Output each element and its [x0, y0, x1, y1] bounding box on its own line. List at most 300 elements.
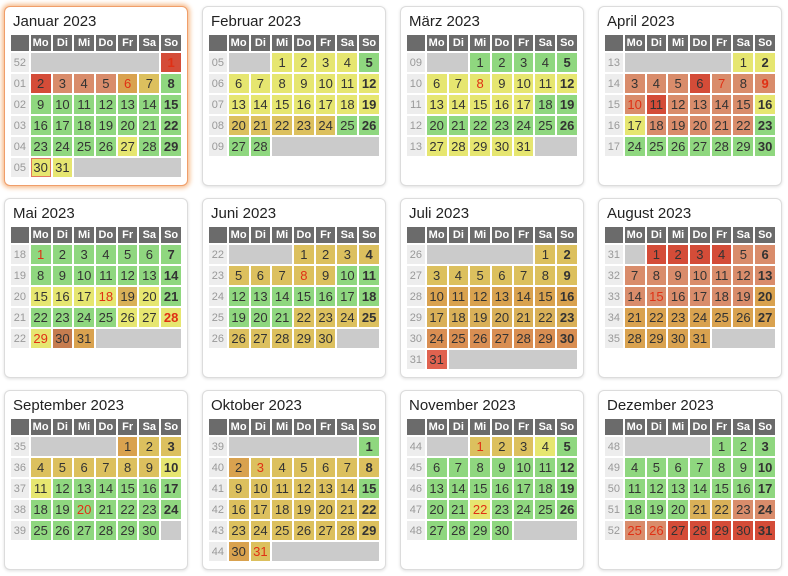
day-cell[interactable]: 13	[229, 95, 249, 114]
day-cell[interactable]: 9	[229, 479, 249, 498]
day-cell[interactable]: 11	[359, 266, 379, 285]
day-cell[interactable]: 20	[251, 308, 271, 327]
day-cell[interactable]: 28	[96, 521, 116, 540]
day-cell[interactable]: 12	[557, 458, 577, 477]
day-cell[interactable]: 11	[535, 458, 555, 477]
day-cell[interactable]: 9	[668, 266, 688, 285]
day-cell[interactable]: 13	[118, 95, 138, 114]
day-cell[interactable]: 25	[647, 137, 667, 156]
day-cell[interactable]: 10	[755, 458, 775, 477]
day-cell[interactable]: 9	[492, 74, 512, 93]
day-cell[interactable]: 24	[251, 521, 271, 540]
day-cell[interactable]: 11	[535, 74, 555, 93]
day-cell[interactable]: 2	[492, 53, 512, 72]
day-cell[interactable]: 1	[294, 245, 314, 264]
day-cell[interactable]: 27	[755, 308, 775, 327]
day-cell[interactable]: 24	[427, 329, 447, 348]
day-cell[interactable]: 18	[74, 116, 94, 135]
day-cell[interactable]: 27	[316, 521, 336, 540]
day-cell[interactable]: 16	[316, 287, 336, 306]
day-cell[interactable]: 19	[294, 500, 314, 519]
day-cell[interactable]: 30	[139, 521, 159, 540]
day-cell[interactable]: 14	[337, 479, 357, 498]
day-cell[interactable]: 17	[53, 116, 73, 135]
day-cell[interactable]: 28	[449, 137, 469, 156]
day-cell[interactable]: 14	[449, 479, 469, 498]
day-cell[interactable]: 29	[535, 329, 555, 348]
day-cell[interactable]: 20	[755, 287, 775, 306]
day-cell[interactable]: 1	[470, 53, 490, 72]
day-cell[interactable]: 20	[118, 116, 138, 135]
day-cell[interactable]: 10	[316, 74, 336, 93]
day-cell[interactable]: 10	[514, 458, 534, 477]
day-cell[interactable]: 28	[514, 329, 534, 348]
day-cell[interactable]: 20	[316, 500, 336, 519]
day-cell[interactable]: 17	[251, 500, 271, 519]
day-cell[interactable]: 13	[74, 479, 94, 498]
day-cell[interactable]: 4	[449, 266, 469, 285]
day-cell[interactable]: 7	[161, 245, 181, 264]
day-cell[interactable]: 18	[712, 287, 732, 306]
day-cell[interactable]: 17	[625, 116, 645, 135]
day-cell[interactable]: 26	[470, 329, 490, 348]
day-cell[interactable]: 23	[492, 116, 512, 135]
day-cell[interactable]: 28	[625, 329, 645, 348]
day-cell[interactable]: 12	[118, 266, 138, 285]
day-cell[interactable]: 3	[514, 53, 534, 72]
day-cell[interactable]: 12	[733, 266, 753, 285]
day-cell[interactable]: 22	[31, 308, 51, 327]
day-cell[interactable]: 24	[53, 137, 73, 156]
day-cell[interactable]: 4	[272, 458, 292, 477]
day-cell[interactable]: 17	[514, 479, 534, 498]
day-cell[interactable]: 11	[712, 266, 732, 285]
day-cell[interactable]: 28	[139, 137, 159, 156]
day-cell[interactable]: 7	[139, 74, 159, 93]
day-cell[interactable]: 5	[668, 74, 688, 93]
day-cell[interactable]: 16	[557, 287, 577, 306]
day-cell[interactable]: 5	[733, 245, 753, 264]
day-cell[interactable]: 16	[755, 95, 775, 114]
day-cell[interactable]: 19	[96, 116, 116, 135]
day-cell[interactable]: 22	[294, 308, 314, 327]
day-cell[interactable]: 12	[359, 74, 379, 93]
day-cell[interactable]: 29	[470, 137, 490, 156]
day-cell[interactable]: 31	[514, 137, 534, 156]
day-cell[interactable]: 10	[161, 458, 181, 477]
day-cell[interactable]: 26	[96, 137, 116, 156]
day-cell[interactable]: 10	[53, 95, 73, 114]
day-cell[interactable]: 7	[690, 458, 710, 477]
day-cell[interactable]: 10	[514, 74, 534, 93]
day-cell[interactable]: 12	[229, 287, 249, 306]
day-cell[interactable]: 12	[668, 95, 688, 114]
day-cell[interactable]: 20	[229, 116, 249, 135]
day-cell[interactable]: 6	[74, 458, 94, 477]
day-cell[interactable]: 14	[139, 95, 159, 114]
day-cell[interactable]: 3	[251, 458, 271, 477]
day-cell[interactable]: 9	[557, 266, 577, 285]
day-cell[interactable]: 2	[229, 458, 249, 477]
day-cell[interactable]: 13	[316, 479, 336, 498]
day-cell[interactable]: 2	[492, 437, 512, 456]
day-cell[interactable]: 11	[272, 479, 292, 498]
day-cell[interactable]: 22	[535, 308, 555, 327]
day-cell[interactable]: 24	[316, 116, 336, 135]
day-cell[interactable]: 16	[668, 287, 688, 306]
day-cell[interactable]: 20	[139, 287, 159, 306]
day-cell[interactable]: 29	[31, 329, 51, 348]
day-cell[interactable]: 13	[427, 95, 447, 114]
day-cell[interactable]: 30	[557, 329, 577, 348]
day-cell[interactable]: 19	[359, 95, 379, 114]
day-cell[interactable]: 24	[625, 137, 645, 156]
day-cell[interactable]: 29	[161, 137, 181, 156]
day-cell[interactable]: 2	[139, 437, 159, 456]
day-cell[interactable]: 10	[625, 95, 645, 114]
day-cell[interactable]: 28	[251, 137, 271, 156]
day-cell[interactable]: 31	[427, 350, 447, 369]
day-cell[interactable]: 19	[647, 500, 667, 519]
day-cell[interactable]: 6	[229, 74, 249, 93]
day-cell[interactable]: 31	[74, 329, 94, 348]
day-cell[interactable]: 1	[31, 245, 51, 264]
day-cell[interactable]: 15	[470, 479, 490, 498]
day-cell[interactable]: 30	[492, 521, 512, 540]
day-cell[interactable]: 24	[755, 500, 775, 519]
day-cell[interactable]: 25	[712, 308, 732, 327]
day-cell[interactable]: 25	[96, 308, 116, 327]
day-cell[interactable]: 11	[337, 74, 357, 93]
day-cell[interactable]: 25	[449, 329, 469, 348]
day-cell[interactable]: 1	[161, 53, 181, 72]
day-cell[interactable]: 3	[316, 53, 336, 72]
day-cell[interactable]: 22	[733, 116, 753, 135]
day-cell[interactable]: 2	[733, 437, 753, 456]
day-cell[interactable]: 8	[647, 266, 667, 285]
day-cell[interactable]: 27	[229, 137, 249, 156]
day-cell[interactable]: 19	[557, 95, 577, 114]
day-cell[interactable]: 24	[690, 308, 710, 327]
day-cell[interactable]: 23	[492, 500, 512, 519]
day-cell[interactable]: 21	[712, 116, 732, 135]
day-cell[interactable]: 11	[74, 95, 94, 114]
day-cell[interactable]: 18	[31, 500, 51, 519]
day-cell[interactable]: 5	[53, 458, 73, 477]
day-cell[interactable]: 24	[514, 500, 534, 519]
day-cell[interactable]: 11	[31, 479, 51, 498]
day-cell[interactable]: 4	[647, 74, 667, 93]
day-cell[interactable]: 22	[470, 116, 490, 135]
day-cell[interactable]: 12	[294, 479, 314, 498]
day-cell[interactable]: 15	[272, 95, 292, 114]
day-cell[interactable]: 8	[535, 266, 555, 285]
day-cell[interactable]: 26	[668, 137, 688, 156]
day-cell[interactable]: 25	[272, 521, 292, 540]
day-cell[interactable]: 27	[427, 137, 447, 156]
day-cell[interactable]: 19	[557, 479, 577, 498]
day-cell[interactable]: 31	[690, 329, 710, 348]
day-cell[interactable]: 3	[427, 266, 447, 285]
day-cell[interactable]: 27	[427, 521, 447, 540]
day-cell[interactable]: 21	[449, 500, 469, 519]
day-cell[interactable]: 6	[668, 458, 688, 477]
day-cell[interactable]: 15	[359, 479, 379, 498]
day-cell[interactable]: 7	[712, 74, 732, 93]
day-cell[interactable]: 30	[316, 329, 336, 348]
day-cell[interactable]: 16	[492, 95, 512, 114]
day-cell[interactable]: 25	[359, 308, 379, 327]
day-cell[interactable]: 5	[229, 266, 249, 285]
day-cell[interactable]: 20	[690, 116, 710, 135]
day-cell[interactable]: 15	[733, 95, 753, 114]
day-cell[interactable]: 27	[690, 137, 710, 156]
day-cell[interactable]: 3	[690, 245, 710, 264]
day-cell[interactable]: 28	[690, 521, 710, 540]
day-cell[interactable]: 7	[272, 266, 292, 285]
day-cell[interactable]: 28	[272, 329, 292, 348]
day-cell[interactable]: 6	[690, 74, 710, 93]
day-cell[interactable]: 7	[449, 74, 469, 93]
day-cell[interactable]: 23	[755, 116, 775, 135]
day-cell[interactable]: 6	[316, 458, 336, 477]
day-cell[interactable]: 28	[337, 521, 357, 540]
day-cell[interactable]: 1	[272, 53, 292, 72]
day-cell[interactable]: 28	[161, 308, 181, 327]
day-cell[interactable]: 5	[647, 458, 667, 477]
day-cell[interactable]: 21	[96, 500, 116, 519]
day-cell[interactable]: 22	[712, 500, 732, 519]
day-cell[interactable]: 14	[690, 479, 710, 498]
day-cell[interactable]: 6	[139, 245, 159, 264]
day-cell[interactable]: 3	[53, 74, 73, 93]
day-cell[interactable]: 5	[359, 53, 379, 72]
day-cell[interactable]: 21	[625, 308, 645, 327]
day-cell[interactable]: 10	[74, 266, 94, 285]
day-cell[interactable]: 16	[294, 95, 314, 114]
day-cell[interactable]: 3	[74, 245, 94, 264]
day-cell[interactable]: 3	[337, 245, 357, 264]
day-cell[interactable]: 27	[139, 308, 159, 327]
day-cell[interactable]: 8	[31, 266, 51, 285]
day-cell[interactable]: 5	[294, 458, 314, 477]
day-cell[interactable]: 15	[470, 95, 490, 114]
day-cell[interactable]: 4	[625, 458, 645, 477]
day-cell[interactable]: 7	[337, 458, 357, 477]
day-cell[interactable]: 31	[53, 158, 73, 177]
day-cell[interactable]: 31	[755, 521, 775, 540]
day-cell[interactable]: 20	[427, 500, 447, 519]
day-cell[interactable]: 9	[733, 458, 753, 477]
day-cell[interactable]: 7	[251, 74, 271, 93]
day-cell[interactable]: 18	[647, 116, 667, 135]
day-cell[interactable]: 18	[359, 287, 379, 306]
day-cell[interactable]: 6	[427, 458, 447, 477]
day-cell[interactable]: 1	[535, 245, 555, 264]
day-cell[interactable]: 31	[251, 542, 271, 561]
day-cell[interactable]: 23	[31, 137, 51, 156]
day-cell[interactable]: 4	[535, 53, 555, 72]
day-cell[interactable]: 16	[31, 116, 51, 135]
day-cell[interactable]: 1	[359, 437, 379, 456]
day-cell[interactable]: 21	[337, 500, 357, 519]
day-cell[interactable]: 12	[647, 479, 667, 498]
day-cell[interactable]: 9	[53, 266, 73, 285]
day-cell[interactable]: 27	[492, 329, 512, 348]
day-cell[interactable]: 21	[690, 500, 710, 519]
day-cell[interactable]: 12	[557, 74, 577, 93]
day-cell[interactable]: 6	[118, 74, 138, 93]
day-cell[interactable]: 16	[492, 479, 512, 498]
day-cell[interactable]: 30	[733, 521, 753, 540]
day-cell[interactable]: 24	[74, 308, 94, 327]
day-cell[interactable]: 21	[161, 287, 181, 306]
day-cell[interactable]: 26	[359, 116, 379, 135]
day-cell[interactable]: 28	[449, 521, 469, 540]
day-cell[interactable]: 11	[625, 479, 645, 498]
day-cell[interactable]: 13	[251, 287, 271, 306]
day-cell[interactable]: 9	[755, 74, 775, 93]
day-cell[interactable]: 26	[229, 329, 249, 348]
day-cell[interactable]: 3	[625, 74, 645, 93]
day-cell[interactable]: 29	[470, 521, 490, 540]
day-cell[interactable]: 18	[96, 287, 116, 306]
day-cell[interactable]: 19	[53, 500, 73, 519]
day-cell[interactable]: 23	[316, 308, 336, 327]
day-cell[interactable]: 5	[557, 53, 577, 72]
day-cell[interactable]: 26	[294, 521, 314, 540]
day-cell[interactable]: 25	[625, 521, 645, 540]
day-cell[interactable]: 29	[647, 329, 667, 348]
day-cell[interactable]: 27	[251, 329, 271, 348]
day-cell[interactable]: 26	[557, 116, 577, 135]
day-cell[interactable]: 9	[294, 74, 314, 93]
day-cell[interactable]: 5	[118, 245, 138, 264]
day-cell[interactable]: 12	[53, 479, 73, 498]
day-cell[interactable]: 5	[470, 266, 490, 285]
day-cell[interactable]: 7	[514, 266, 534, 285]
day-cell[interactable]: 1	[733, 53, 753, 72]
day-cell[interactable]: 20	[74, 500, 94, 519]
day-cell[interactable]: 21	[139, 116, 159, 135]
day-cell[interactable]: 9	[492, 458, 512, 477]
day-cell[interactable]: 17	[427, 308, 447, 327]
day-cell[interactable]: 23	[294, 116, 314, 135]
day-cell[interactable]: 8	[470, 458, 490, 477]
day-cell[interactable]: 5	[96, 74, 116, 93]
day-cell[interactable]: 15	[31, 287, 51, 306]
day-cell[interactable]: 13	[690, 95, 710, 114]
day-cell[interactable]: 4	[712, 245, 732, 264]
day-cell[interactable]: 25	[31, 521, 51, 540]
day-cell[interactable]: 26	[53, 521, 73, 540]
day-cell[interactable]: 30	[31, 158, 51, 177]
day-cell[interactable]: 6	[755, 245, 775, 264]
day-cell[interactable]: 11	[647, 95, 667, 114]
day-cell[interactable]: 20	[492, 308, 512, 327]
day-cell[interactable]: 15	[118, 479, 138, 498]
day-cell[interactable]: 13	[427, 479, 447, 498]
day-cell[interactable]: 26	[557, 500, 577, 519]
day-cell[interactable]: 23	[668, 308, 688, 327]
day-cell[interactable]: 17	[161, 479, 181, 498]
day-cell[interactable]: 23	[53, 308, 73, 327]
day-cell[interactable]: 12	[96, 95, 116, 114]
day-cell[interactable]: 2	[31, 74, 51, 93]
day-cell[interactable]: 30	[492, 137, 512, 156]
day-cell[interactable]: 13	[139, 266, 159, 285]
day-cell[interactable]: 18	[535, 95, 555, 114]
day-cell[interactable]: 14	[514, 287, 534, 306]
day-cell[interactable]: 29	[359, 521, 379, 540]
day-cell[interactable]: 14	[712, 95, 732, 114]
day-cell[interactable]: 14	[449, 95, 469, 114]
day-cell[interactable]: 4	[31, 458, 51, 477]
day-cell[interactable]: 19	[229, 308, 249, 327]
day-cell[interactable]: 17	[316, 95, 336, 114]
day-cell[interactable]: 4	[535, 437, 555, 456]
day-cell[interactable]: 1	[712, 437, 732, 456]
day-cell[interactable]: 11	[449, 287, 469, 306]
day-cell[interactable]: 16	[139, 479, 159, 498]
day-cell[interactable]: 9	[31, 95, 51, 114]
day-cell[interactable]: 22	[470, 500, 490, 519]
day-cell[interactable]: 23	[557, 308, 577, 327]
day-cell[interactable]: 2	[294, 53, 314, 72]
day-cell[interactable]: 16	[733, 479, 753, 498]
day-cell[interactable]: 19	[733, 287, 753, 306]
day-cell[interactable]: 21	[251, 116, 271, 135]
day-cell[interactable]: 7	[96, 458, 116, 477]
day-cell[interactable]: 16	[53, 287, 73, 306]
day-cell[interactable]: 23	[229, 521, 249, 540]
day-cell[interactable]: 26	[733, 308, 753, 327]
day-cell[interactable]: 6	[251, 266, 271, 285]
day-cell[interactable]: 6	[492, 266, 512, 285]
day-cell[interactable]: 21	[514, 308, 534, 327]
day-cell[interactable]: 3	[514, 437, 534, 456]
day-cell[interactable]: 22	[161, 116, 181, 135]
day-cell[interactable]: 17	[514, 95, 534, 114]
day-cell[interactable]: 26	[647, 521, 667, 540]
day-cell[interactable]: 2	[755, 53, 775, 72]
day-cell[interactable]: 7	[625, 266, 645, 285]
day-cell[interactable]: 23	[139, 500, 159, 519]
day-cell[interactable]: 4	[359, 245, 379, 264]
day-cell[interactable]: 8	[470, 74, 490, 93]
day-cell[interactable]: 18	[625, 500, 645, 519]
day-cell[interactable]: 30	[668, 329, 688, 348]
day-cell[interactable]: 13	[755, 266, 775, 285]
day-cell[interactable]: 27	[118, 137, 138, 156]
day-cell[interactable]: 15	[161, 95, 181, 114]
day-cell[interactable]: 14	[625, 287, 645, 306]
day-cell[interactable]: 1	[470, 437, 490, 456]
day-cell[interactable]: 14	[272, 287, 292, 306]
day-cell[interactable]: 2	[316, 245, 336, 264]
day-cell[interactable]: 3	[161, 437, 181, 456]
day-cell[interactable]: 29	[712, 521, 732, 540]
day-cell[interactable]: 14	[251, 95, 271, 114]
day-cell[interactable]: 19	[668, 116, 688, 135]
day-cell[interactable]: 24	[161, 500, 181, 519]
day-cell[interactable]: 5	[557, 437, 577, 456]
day-cell[interactable]: 8	[161, 74, 181, 93]
day-cell[interactable]: 14	[96, 479, 116, 498]
day-cell[interactable]: 1	[647, 245, 667, 264]
day-cell[interactable]: 19	[118, 287, 138, 306]
day-cell[interactable]: 29	[294, 329, 314, 348]
